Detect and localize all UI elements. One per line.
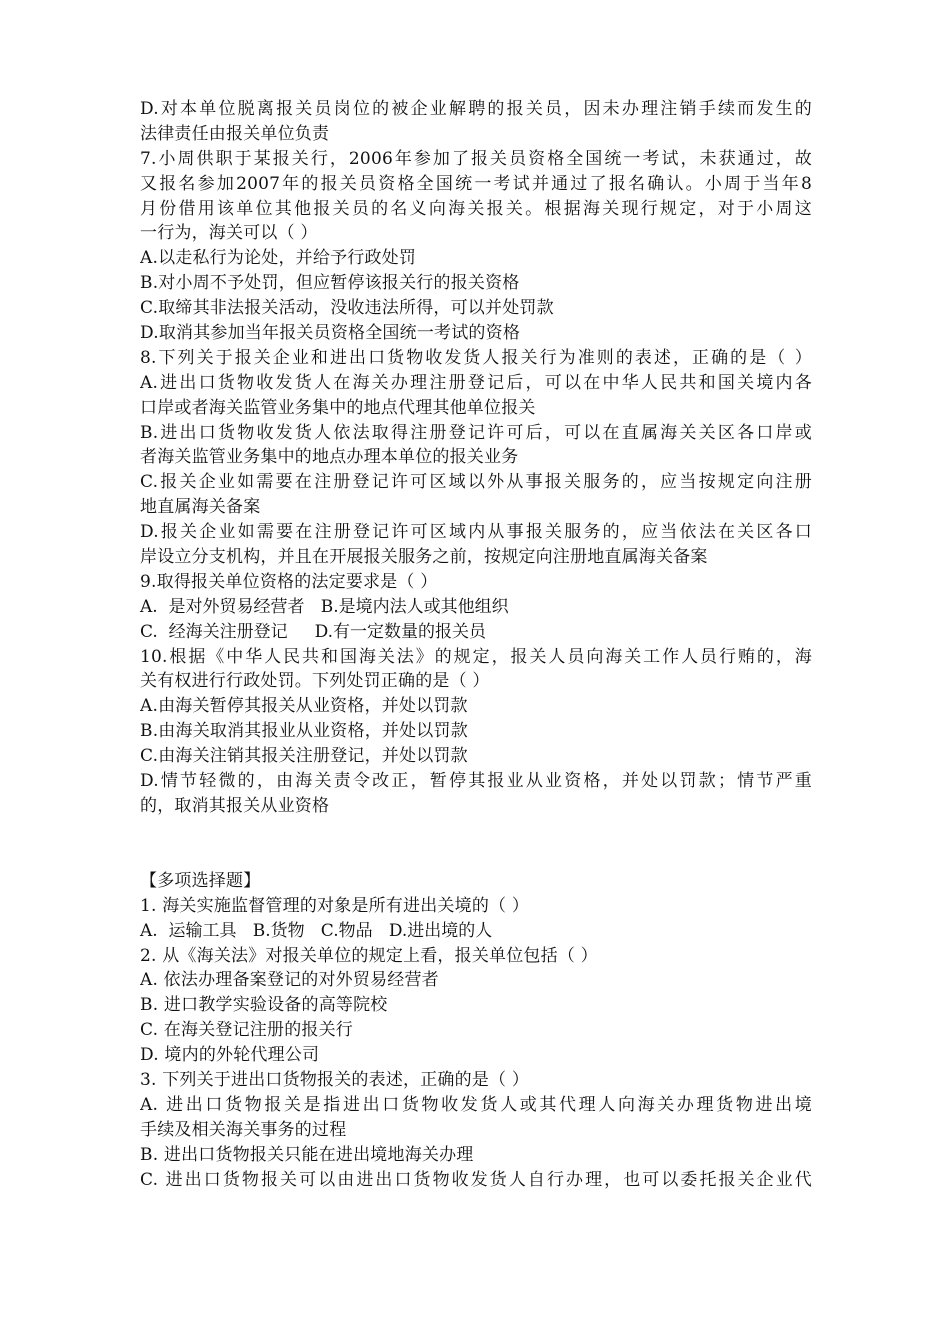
mc-q2-option-d: D. 境内的外轮代理公司 (140, 1045, 320, 1066)
mc-q2-stem: 2. 从《海关法》对报关单位的规定上看，报关单位包括（ ） (140, 945, 598, 966)
section-spacer (140, 819, 812, 869)
q8-option-a-line2: 口岸或者海关监管业务集中的地点代理其他单位报关 (140, 397, 536, 418)
mc-q3-option-b: B. 进出口货物报关只能在进出境地海关办理 (140, 1144, 474, 1165)
q7-option-b: B.对小周不予处罚，但应暂停该报关行的报关资格 (140, 273, 520, 294)
q6-option-d-line2: 法律责任由报关单位负责 (140, 123, 330, 144)
q8-stem: 8.下列关于报关企业和进出口货物收发货人报关行为准则的表述，正确的是（ ） (140, 347, 812, 368)
q10-option-c: C.由海关注销其报关注册登记，并处以罚款 (140, 746, 468, 767)
q8-option-d-line2: 岸设立分支机构，并且在开展报关服务之前，按规定向注册地直属海关备案 (140, 547, 708, 568)
q9-options-row2: C. 经海关注册登记 D.有一定数量的报关员 (140, 621, 487, 642)
q8-option-b-line2: 者海关监管业务集中的地点办理本单位的报关业务 (140, 447, 519, 468)
q7-stem-line3: 月份借用该单位其他报关员的名义向海关报关。根据海关现行规定，对于小周这 (140, 198, 812, 219)
q10-option-d-line1: D.情节轻微的，由海关责令改正，暂停其报业从业资格，并处以罚款；情节严重 (140, 771, 812, 792)
q10-option-d-line2: 的，取消其报关从业资格 (140, 795, 330, 816)
mc-q2-option-b: B. 进口教学实验设备的高等院校 (140, 995, 388, 1016)
q10-stem-line1: 10.根据《中华人民共和国海关法》的规定，报关人员向海关工作人员行贿的，海 (140, 646, 812, 667)
q9-stem: 9.取得报关单位资格的法定要求是（ ） (140, 571, 438, 592)
q7-stem-line4: 一行为，海关可以（ ） (140, 223, 318, 244)
mc-q1-stem: 1. 海关实施监督管理的对象是所有进出关境的（ ） (140, 895, 530, 916)
q8-option-b-line1: B.进出口货物收发货人依法取得注册登记许可后，可以在直属海关关区各口岸或 (140, 422, 812, 443)
q8-option-d-line1: D.报关企业如需要在注册登记许可区域内从事报关服务的，应当依法在关区各口 (140, 522, 812, 543)
q7-stem-line1: 7.小周供职于某报关行，2006年参加了报关员资格全国统一考试，未获通过，故 (140, 148, 812, 169)
q10-option-b: B.由海关取消其报业从业资格，并处以罚款 (140, 721, 468, 742)
mc-q1-options: A. 运输工具 B.货物 C.物品 D.进出境的人 (140, 920, 493, 941)
q7-stem-line2: 又报名参加2007年的报关员资格全国统一考试并通过了报名确认。小周于当年8 (140, 173, 812, 194)
q9-options-row1: A. 是对外贸易经营者 B.是境内法人或其他组织 (140, 596, 509, 617)
document-body (140, 97, 812, 1192)
mc-q3-stem: 3. 下列关于进出口货物报关的表述，正确的是（ ） (140, 1069, 530, 1090)
q6-option-d-line1: D.对本单位脱离报关员岗位的被企业解聘的报关员，因未办理注销手续而发生的 (140, 99, 812, 119)
q7-option-d: D.取消其参加当年报关员资格全国统一考试的资格 (140, 323, 521, 344)
section-heading-multiple-choice: 【多项选择题】 (140, 870, 261, 891)
q8-option-a-line1: A.进出口货物收发货人在海关办理注册登记后，可以在中华人民共和国关境内各 (140, 372, 812, 393)
mc-q3-option-a-line2: 手续及相关海关事务的过程 (140, 1119, 347, 1140)
q7-option-a: A.以走私行为论处，并给予行政处罚 (140, 248, 417, 269)
q7-option-c: C.取缔其非法报关活动，没收违法所得，可以并处罚款 (140, 298, 554, 319)
mc-q2-option-c: C. 在海关登记注册的报关行 (140, 1020, 354, 1041)
q8-option-c-line2: 地直属海关备案 (140, 497, 261, 518)
q8-option-c-line1: C.报关企业如需要在注册登记许可区域以外从事报关服务的，应当按规定向注册 (140, 472, 812, 493)
q10-option-a: A.由海关暂停其报关从业资格，并处以罚款 (140, 696, 468, 717)
q10-stem-line2: 关有权进行行政处罚。下列处罚正确的是（ ） (140, 671, 490, 692)
mc-q3-option-a-line1: A. 进出口货物报关是指进出口货物收发货人或其代理人向海关办理货物进出境 (140, 1094, 812, 1115)
mc-q3-option-c-line1: C. 进出口货物报关可以由进出口货物收发货人自行办理，也可以委托报关企业代 (140, 1169, 812, 1190)
mc-q2-option-a: A. 依法办理备案登记的对外贸易经营者 (140, 970, 439, 991)
